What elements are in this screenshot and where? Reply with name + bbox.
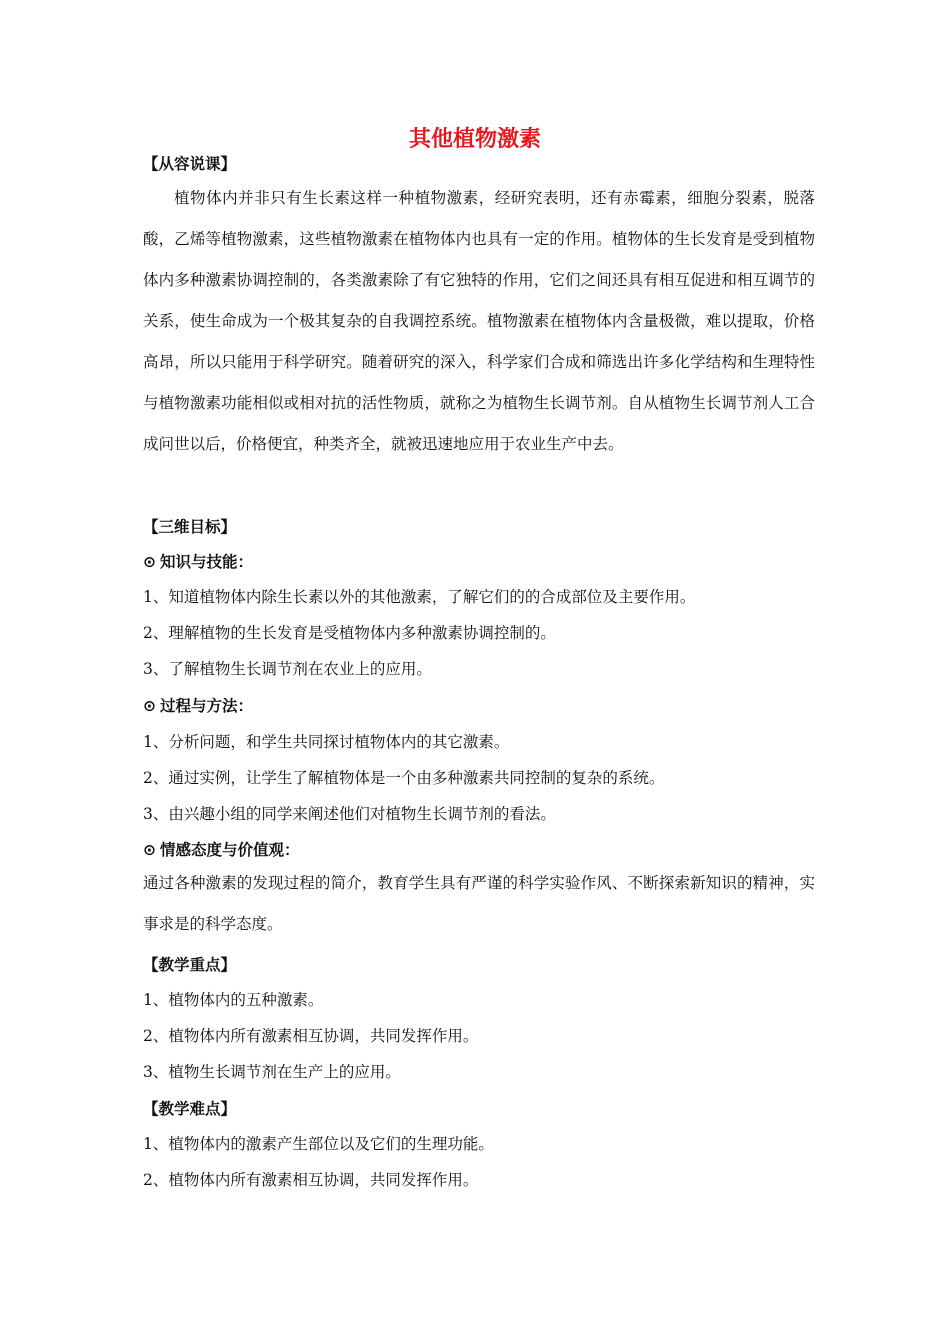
list-item: 1、分析问题，和学生共同探讨植物体内的其它激素。 — [143, 733, 510, 751]
section-heading-goals: 【三维目标】 — [143, 518, 237, 536]
list-item: 3、了解植物生长调节剂在农业上的应用。 — [143, 660, 432, 678]
emotion-paragraph: 通过各种激素的发现过程的简介，教育学生具有严谨的科学实验作风、不断探索新知识的精神，实事求是的科学态度。 — [143, 874, 815, 933]
circle-bullet-icon: ⊙ — [143, 697, 156, 715]
list-item: 1、植物体内的激素产生部位以及它们的生理功能。 — [143, 1135, 494, 1153]
list-item: 2、植物体内所有激素相互协调，共同发挥作用。 — [143, 1027, 479, 1045]
list-item: 1、知道植物体内除生长素以外的其他激素，了解它们的的合成部位及主要作用。 — [143, 588, 696, 606]
list-item: 2、植物体内所有激素相互协调，共同发挥作用。 — [143, 1171, 479, 1189]
list-item: 3、植物生长调节剂在生产上的应用。 — [143, 1063, 401, 1081]
circle-bullet-icon: ⊙ — [143, 553, 156, 571]
intro-paragraph: 植物体内并非只有生长素这样一种植物激素，经研究表明，还有赤霉素，细胞分裂素，脱落酸，乙烯等植物激素，这些植物激素在植物体内也具有一定的作用。植物体的生长发育是受到植物体内多种激素协调控制的，各类激素除了有它独特的作用，它们之间还具有相互促进和相互调节的关系，使生命成为一个极其复杂的自我调控系统。植物激素在植物体内含量极微，难以提取，价格高昂，所以只能用于科学研究。随着研究的深入，科学家们合成和筛选出许多化学结构和生理特性与植物激素功能相似或相对抗的活性物质，就称之为植物生长调节剂。自从植物生长调节剂人工合成问世以后，价格便宜，种类齐全，就被迅速地应用于农业生产中去。 — [143, 189, 815, 453]
document-title: 其他植物激素 — [408, 127, 541, 152]
subheading-emotion: ⊙ 情感态度与价值观： — [143, 841, 300, 859]
section-heading-intro: 【从容说课】 — [143, 155, 237, 173]
section-heading-key-points: 【教学重点】 — [143, 956, 237, 974]
list-item: 2、理解植物的生长发育是受植物体内多种激素协调控制的。 — [143, 624, 556, 642]
list-item: 2、通过实例，让学生了解植物体是一个由多种激素共同控制的复杂的系统。 — [143, 769, 665, 787]
list-item: 3、由兴趣小组的同学来阐述他们对植物生长调节剂的看法。 — [143, 805, 556, 823]
section-heading-difficulties: 【教学难点】 — [143, 1100, 237, 1118]
list-item: 1、植物体内的五种激素。 — [143, 991, 324, 1009]
subheading-knowledge: ⊙ 知识与技能： — [143, 553, 254, 571]
circle-bullet-icon: ⊙ — [143, 841, 156, 859]
subheading-process: ⊙ 过程与方法： — [143, 697, 254, 715]
